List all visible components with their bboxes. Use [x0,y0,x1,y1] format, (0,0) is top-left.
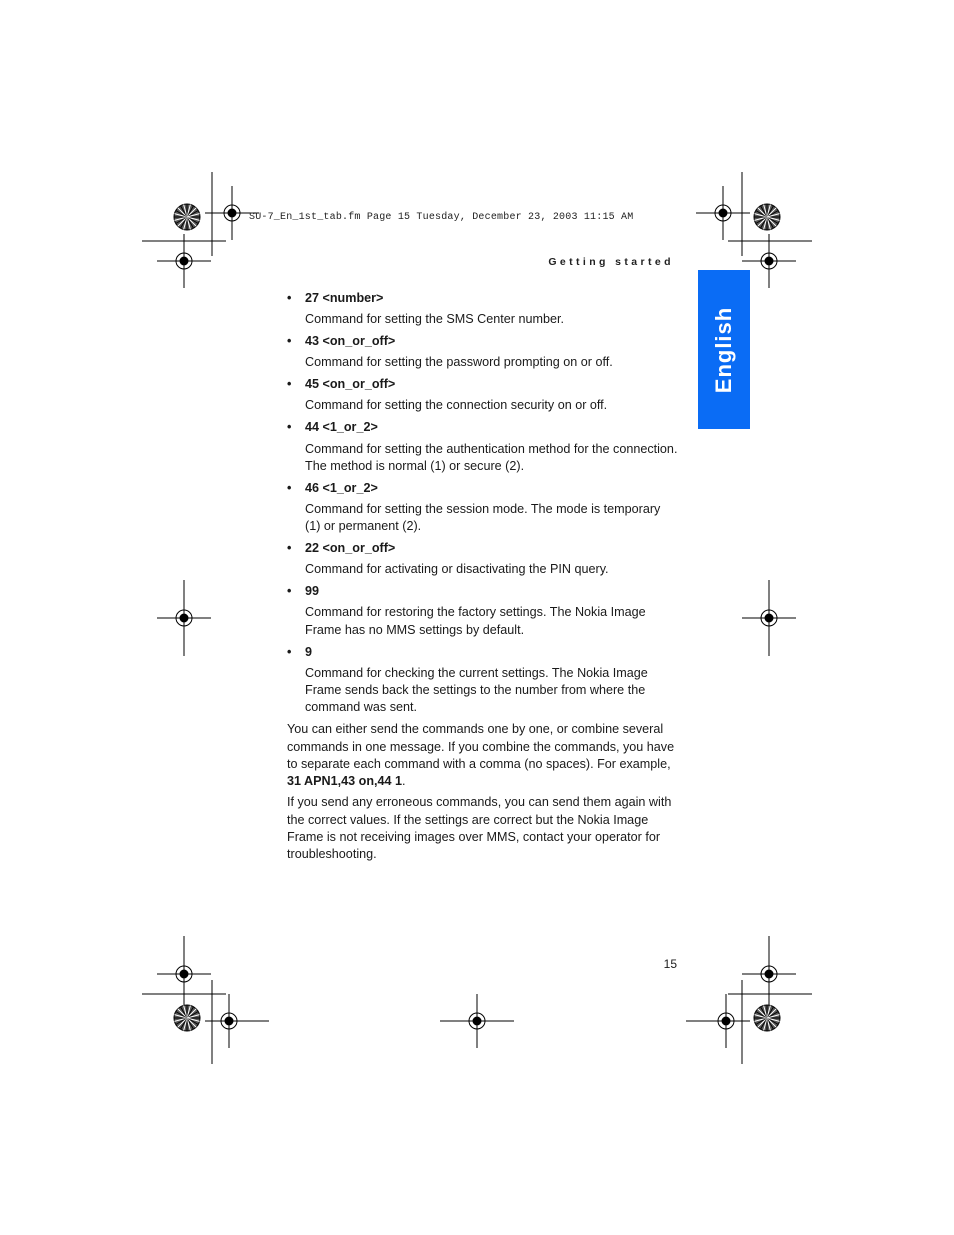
star-target-icon [173,203,201,231]
command-item [287,333,679,372]
file-slug-line: SU-7_En_1st_tab.fm Page 15 Tuesday, December 23, 2003 11:15 AM [249,212,634,223]
command-code: • 22 <on_or_off> [305,540,679,557]
star-target-icon [753,1004,781,1032]
command-code: • 44 <1_or_2> [305,419,679,436]
star-target-icon [173,1004,201,1032]
paragraph-end: . [402,774,406,789]
registration-target-icon [742,936,796,1012]
command-description: Command for setting the authentication method for the connection. The method is normal (1) or secure (2). [305,441,678,473]
erroneous-commands-paragraph: If you send any erroneous commands, you can send them again with the correct values. If the settings are correct but the Nokia Image Frame is not receiving images over MMS, contact your operator for troubleshooting. [287,795,672,862]
command-description: Command for activating or disactivating the PIN query. [305,562,609,577]
paragraph-text: You can either send the commands one by one, or combine several commands in one message. If you combine the commands, you have to separate each command with a comma (no spaces). For example, [287,722,675,771]
command-description: Command for setting the password prompting on or off. [305,355,613,370]
registration-target-icon [205,994,269,1048]
page-number: 15 [663,957,677,971]
command-description: Command for setting the session mode. The mode is temporary (1) or permanent (2). [305,501,661,534]
command-example: 31 APN1,43 on,44 1 [287,774,403,789]
registration-target-icon [157,580,211,656]
command-item [287,480,679,536]
command-item [287,419,679,475]
command-description: Command for setting the connection security on or off. [305,398,608,413]
language-tab [698,270,750,429]
command-list [287,290,679,717]
registration-target-icon [742,580,796,656]
star-target-icon [753,203,781,231]
command-item [287,376,679,415]
command-description: Command for restoring the factory settings. The Nokia Image Frame has no MMS settings by default. [305,605,646,637]
command-code: • 46 <1_or_2> [305,480,679,497]
running-header: Getting started [548,256,674,268]
command-code: • 9 [305,644,679,661]
main-content [287,290,679,868]
command-description: Command for checking the current settings. The Nokia Image Frame sends back the settings to the number from where the command was sent. [305,665,648,715]
registration-target-icon [742,234,796,288]
command-code: • 99 [305,583,679,600]
registration-target-icon [157,234,211,288]
combine-commands-paragraph [287,721,679,790]
registration-target-icon [157,936,211,1012]
command-item [287,644,679,717]
registration-target-icon [440,994,514,1048]
command-item [287,290,679,329]
command-code: • 27 <number> [305,290,679,307]
command-code: • 45 <on_or_off> [305,376,679,393]
registration-target-icon [696,186,750,240]
command-description: Command for setting the SMS Center number. [305,312,564,327]
language-tab-label: English [711,306,736,393]
registration-target-icon [686,994,750,1048]
command-code: • 43 <on_or_off> [305,333,679,350]
command-item [287,540,679,579]
command-item [287,583,679,639]
